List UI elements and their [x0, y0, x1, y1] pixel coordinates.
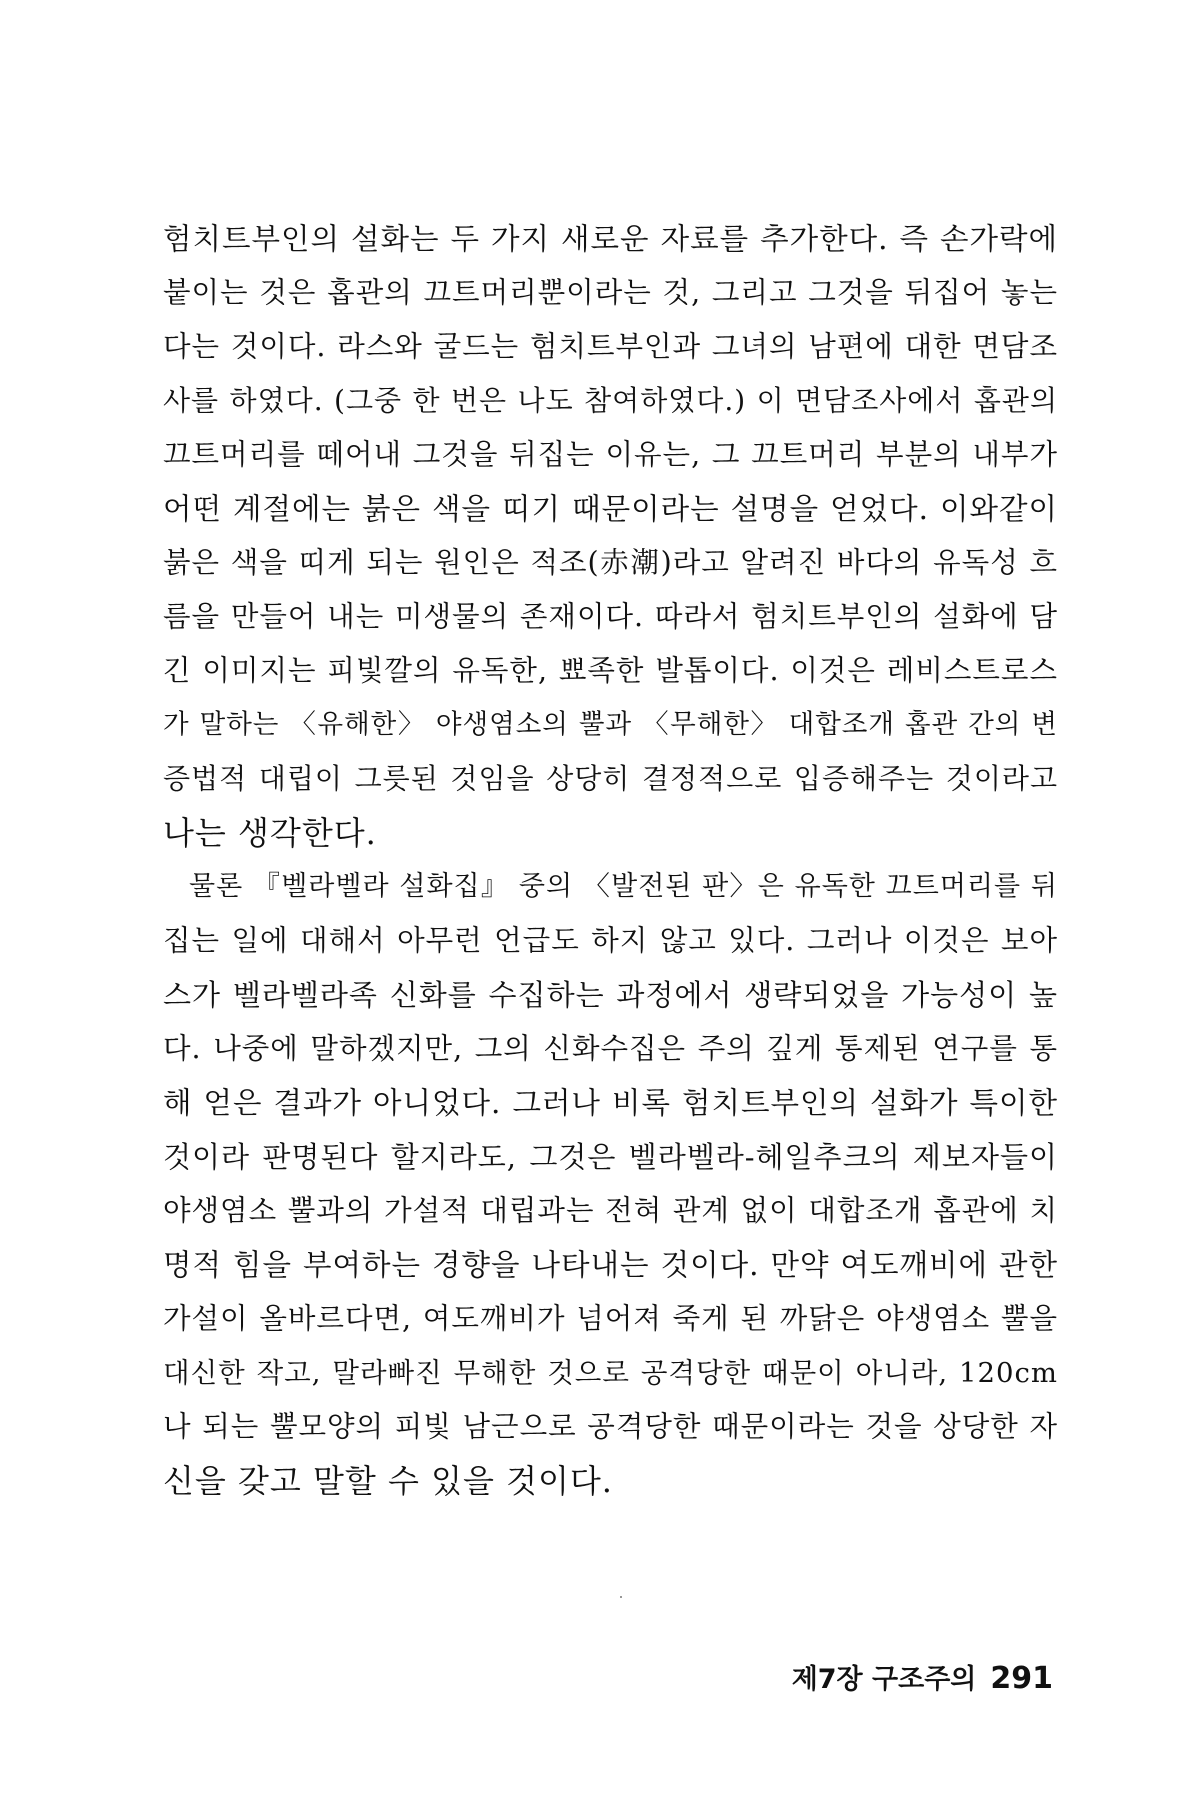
text-line: 끄트머리를 떼어내 그것을 뒤집는 이유는, 그 끄트머리 부분의 내부가 — [163, 438, 1058, 471]
text-line: 붉은 색을 띠게 되는 원인은 적조(赤潮)라고 알려진 바다의 유독성 흐 — [163, 546, 1058, 579]
page-number: 291 — [990, 1661, 1053, 1696]
text-line: 해 얻은 결과가 아니었다. 그러나 비록 험치트부인의 설화가 특이한 — [163, 1086, 1058, 1120]
text-line: 집는 일에 대해서 아무런 언급도 하지 않고 있다. 그러나 이것은 보아 — [163, 924, 1058, 957]
text-line: 스가 벨라벨라족 신화를 수집하는 과정에서 생략되었을 가능성이 높 — [163, 978, 1058, 1012]
text-line: 물론 『벨라벨라 설화집』 중의 〈발전된 판〉은 유독한 끄트머리를 뒤 — [189, 871, 1058, 902]
text-line: 나는 생각한다. — [163, 814, 377, 852]
text-line: 다는 것이다. 라스와 굴드는 험치트부인과 그녀의 남편에 대한 면담조 — [163, 330, 1058, 363]
text-line: 다. 나중에 말하겠지만, 그의 신화수집은 주의 깊게 통제된 연구를 통 — [163, 1032, 1058, 1065]
text-line: 긴 이미지는 피빛깔의 유독한, 뾰족한 발톱이다. 이것은 레비스트로스 — [163, 654, 1058, 687]
text-line: 가 말하는 〈유해한〉 야생염소의 뿔과 〈무해한〉 대합조개 홉관 간의 변 — [163, 709, 1058, 740]
text-line: 가설이 올바르다면, 여도깨비가 넘어져 죽게 된 까닭은 야생염소 뿔을 — [163, 1302, 1058, 1335]
text-line: 것이라 판명된다 할지라도, 그것은 벨라벨라-헤일추크의 제보자들이 — [163, 1140, 1058, 1174]
page-footer — [792, 1657, 1053, 1701]
paragraph-2 — [163, 860, 1058, 1508]
text-line: 름을 만들어 내는 미생물의 존재이다. 따라서 험치트부인의 설화에 담 — [163, 600, 1058, 633]
scan-speck — [620, 1596, 622, 1598]
text-line: 신을 갖고 말할 수 있을 것이다. — [163, 1462, 613, 1500]
text-line: 야생염소 뿔과의 가설적 대립과는 전혀 관계 없이 대합조개 홉관에 치 — [163, 1194, 1058, 1227]
text-line: 어떤 계절에는 붉은 색을 띠기 때문이라는 설명을 얻었다. 이와같이 — [163, 492, 1058, 526]
chapter-title: 제7장 구조주의 — [791, 1664, 977, 1695]
text-line: 증법적 대립이 그릇된 것임을 상당히 결정적으로 입증해주는 것이라고 — [163, 762, 1058, 795]
text-line: 명적 힘을 부여하는 경향을 나타내는 것이다. 만약 여도깨비에 관한 — [163, 1248, 1058, 1282]
text-line: 대신한 작고, 말라빠진 무해한 것으로 공격당한 때문이 아니라, 120cm — [163, 1357, 1058, 1389]
text-line: 나 되는 뿔모양의 피빛 남근으로 공격당한 때문이라는 것을 상당한 자 — [163, 1410, 1058, 1443]
text-line: 험치트부인의 설화는 두 가지 새로운 자료를 추가한다. 즉 손가락에 — [163, 222, 1058, 256]
paragraph-1 — [163, 212, 1058, 860]
text-line: 붙이는 것은 홉관의 끄트머리뿐이라는 것, 그리고 그것을 뒤집어 놓는 — [163, 276, 1058, 309]
text-line: 사를 하였다. (그중 한 번은 나도 참여하였다.) 이 면담조사에서 홉관의 — [163, 384, 1058, 417]
body-text — [163, 212, 1058, 1508]
